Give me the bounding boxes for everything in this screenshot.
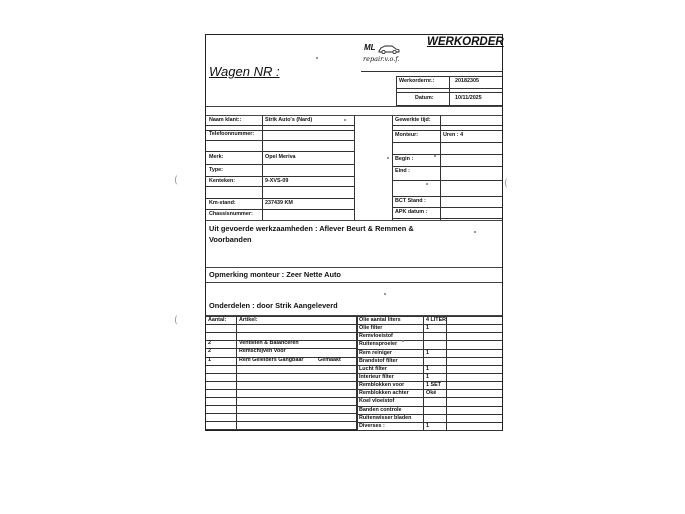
fluids-label-cell: Remvloeistof xyxy=(359,333,393,339)
opmerking-monteur-text: Opmerking monteur : Zeer Nette Auto xyxy=(209,270,341,279)
parts-table-rule xyxy=(206,397,356,398)
eind-label: Eind : xyxy=(395,168,410,174)
naam-klant-value: Strik Auto's (Nard) xyxy=(265,117,313,123)
logo-text: ML xyxy=(364,43,376,52)
datum-value: 10/11/2025 xyxy=(455,95,482,101)
artikel-header: Artikel: xyxy=(239,317,258,323)
scan-speck xyxy=(402,340,404,342)
fluids-label-cell: Interieur filter xyxy=(359,374,394,380)
werkordernr-label: Werkordernr.: xyxy=(399,78,435,84)
parts-artikel-cell: Rem Geleiders Gangbaar xyxy=(239,357,304,363)
fluids-value-cell: 1 SET xyxy=(426,382,441,388)
scan-speck xyxy=(384,293,386,295)
kenteken-label: Kenteken: xyxy=(209,178,236,184)
fluids-label-cell: Brandstof filter xyxy=(359,358,398,364)
parts-table-rule xyxy=(206,389,356,390)
parts-extra-cell: Gemaakt xyxy=(318,357,341,363)
parts-aantal-cell: 1 xyxy=(208,357,211,363)
gewerkte-tijd-label: Gewerkte tijd: xyxy=(395,117,431,123)
fluids-label-cell: Banden controle xyxy=(359,407,402,413)
parts-table-rule xyxy=(206,316,356,317)
chassisnummer-label: Chassisnummer: xyxy=(209,211,253,217)
merk-label: Merk: xyxy=(209,154,224,160)
fluids-value-cell: 1 xyxy=(426,366,429,372)
fluids-label-cell: Olie aantal liters xyxy=(359,317,401,323)
werkordernr-value: 20182305 xyxy=(455,78,479,84)
fluids-label-cell: Lucht filter xyxy=(359,366,387,372)
scan-margin-mark: ( xyxy=(174,175,178,186)
work-order-sheet xyxy=(205,34,503,431)
fluids-label-cell: Remblokken voor xyxy=(359,382,405,388)
fluids-table xyxy=(357,316,502,430)
fluids-label-cell: Diverses : xyxy=(359,423,385,429)
werkzaamheden-text: Uit gevoerde werkzaamheden : Aflever Beurt & Remmen & xyxy=(209,224,414,233)
wagen-nr-label: Wagen NR : xyxy=(209,64,280,79)
parts-aantal-cell: 2 xyxy=(208,348,211,354)
fluids-label-cell: Olie filter xyxy=(359,325,383,331)
merk-value: Opel Meriva xyxy=(265,154,296,160)
aantal-header: Aantal: xyxy=(208,317,227,323)
parts-table-rule xyxy=(206,381,356,382)
fluids-value-cell: Oké xyxy=(426,390,437,396)
scan-speck xyxy=(316,57,318,59)
parts-table-rule xyxy=(206,429,356,430)
fluids-label-cell: Remblokken achter xyxy=(359,390,409,396)
scan-speck xyxy=(434,155,436,157)
car-icon xyxy=(378,44,400,54)
scan-speck xyxy=(387,157,389,159)
apk-datum-label: APK datum : xyxy=(395,209,428,215)
parts-artikel-cell: Ventielen & Balanceren xyxy=(239,340,299,346)
werkorder-title: WERKORDER xyxy=(427,36,504,48)
fluids-value-cell: 1 xyxy=(426,374,429,380)
parts-table xyxy=(206,316,356,430)
parts-table-rule xyxy=(206,332,356,333)
scan-margin-mark: ( xyxy=(504,178,508,189)
fluids-label-cell: Koel vloeistof xyxy=(359,398,395,404)
fluids-table-rule xyxy=(357,430,502,431)
type-label: Type: xyxy=(209,167,223,173)
parts-table-rule xyxy=(206,373,356,374)
datum-label: Datum: xyxy=(415,95,434,101)
parts-table-rule xyxy=(206,405,356,406)
parts-artikel-cell: Remschijven Voor xyxy=(239,348,286,354)
monteur-label: Monteur: xyxy=(395,132,419,138)
scan-speck xyxy=(474,231,476,233)
bct-stand-label: BCT Stand : xyxy=(395,198,426,204)
logo-subtext: repair.v.o.f. xyxy=(363,55,400,63)
fluids-label-cell: Ruitensproeier xyxy=(359,341,398,347)
fluids-label-cell: Ruitenwisser bladen xyxy=(359,415,412,421)
telefoon-label: Telefoonnummer: xyxy=(209,131,255,137)
fluids-value-cell: 1 xyxy=(426,350,429,356)
fluids-value-cell: 4 LITER xyxy=(426,317,447,323)
scan-speck xyxy=(426,183,428,185)
fluids-value-cell: 1 xyxy=(426,325,429,331)
parts-table-rule xyxy=(206,413,356,414)
kenteken-value: 9-XVS-09 xyxy=(265,178,289,184)
scan-speck xyxy=(344,119,346,121)
parts-aantal-cell: 2 xyxy=(208,340,211,346)
company-logo xyxy=(361,43,411,67)
naam-klant-label: Naam klant:: xyxy=(209,117,242,123)
parts-table-rule xyxy=(206,421,356,422)
begin-label: Begin : xyxy=(395,156,414,162)
km-stand-value: 237439 KM xyxy=(265,200,293,206)
fluids-value-cell: 1 xyxy=(426,423,429,429)
monteur-value: Uren : 4 xyxy=(443,132,464,138)
fluids-label-cell: Rem reiniger xyxy=(359,350,392,356)
parts-table-rule xyxy=(206,324,356,325)
onderdelen-text: Onderdelen : door Strik Aangeleverd xyxy=(209,301,338,310)
werkzaamheden-text-cont: Voorbanden xyxy=(209,235,252,244)
parts-table-rule xyxy=(206,365,356,366)
km-stand-label: Km-stand: xyxy=(209,200,236,206)
scan-margin-mark: ( xyxy=(174,315,178,326)
